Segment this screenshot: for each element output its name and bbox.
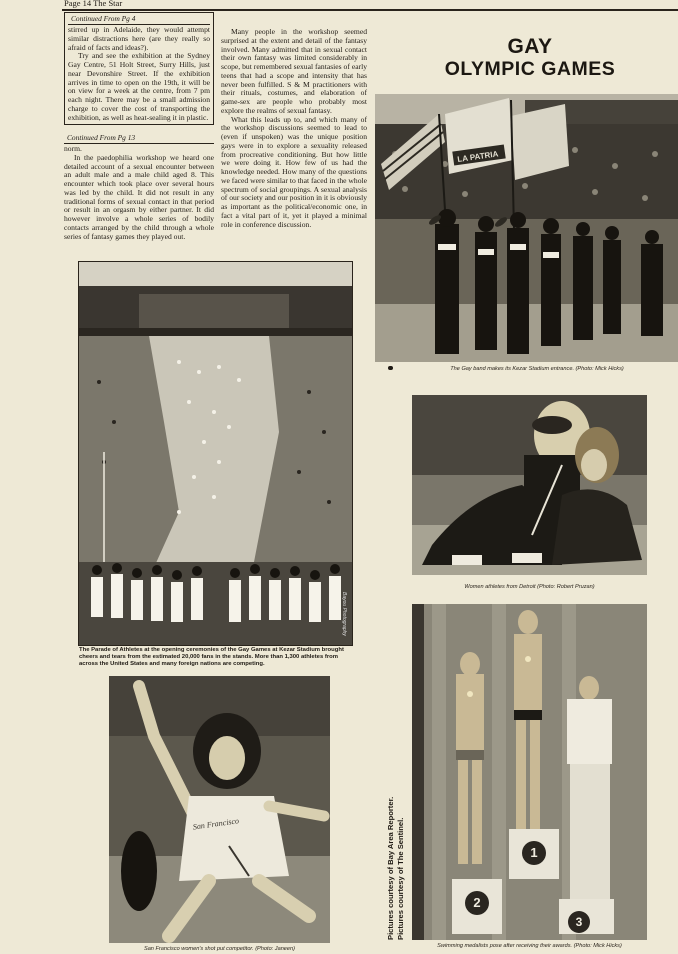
shotput-photo-image [109, 676, 330, 943]
paragraph: Many people in the workshop seemed surprised at the extent and detail of the fantasy involved. Many admitted that in sexual contact their own fantasy was limited considerably in scope, but remembered sexual fantasies of early teens that had a scope and intensity that has never been fulfilled. S & M practitioners with their rituals, costumes, and elaboration of game-sex are people who probably most explore the realms of sexual fantasy. [221, 27, 367, 115]
headline-line-2: OLYMPIC GAMES [444, 58, 616, 80]
shotput-caption: San Francisco women's shot put competitor. (Photo: Janeen) [143, 946, 296, 952]
parade-credit: Bayou Photography [341, 592, 347, 636]
swimmers-caption: Swimming medalists pose after receiving their awards. (Photo: Mick Hicks) [437, 943, 622, 949]
flag-text: LA PATRIA [456, 149, 499, 165]
parade-photo [78, 261, 353, 646]
podium-third: 3 [575, 915, 583, 929]
parade-caption: The Parade of Athletes at the opening ceremonies of the Gay Games at Kezar Stadium brought cheers and tears from the estimated 20,000 fans in the stands. More than 1,300 athletes from across the United States and many foreign nations are competing. [79, 647, 344, 668]
paragraph: What this leads up to, and which many of the workshop discussions seemed to lead to (even if unspoken) was the unique position gays were in to explore a sexuality released from procreative conditioning. But how little we were doing it. How few of us had the knowledge needed. How many of the questions we faced were similar to that faced in the whole spectrum of social groupings. A sexual analysis of our society and our position in it is obviously as important as the political/economic one, in fact a vital part of it, yet it played a minimal role in conference discussion. [221, 114, 367, 229]
detroit-caption: Women athletes from Detroit (Photo: Robert Pruzan) [464, 584, 595, 590]
paragraph: Try and see the exhibition at the Sydney Gay Centre, 51 Holt Street, Surry Hills, just near Devonshire Street. If the exhibition arrives in time to open on the 19th, it will be on view for a week at the centre, from 7 pm each night. There may be a small admission charge to cover the cost of transporting the exhibition, as well as heat-sealing it in plastic. [68, 51, 210, 122]
swimmers-photo [412, 604, 647, 940]
band-photo [375, 94, 678, 362]
credit-sentinel: Pictures courtesy of The Sentinel. [396, 817, 405, 940]
parade-photo-image [79, 262, 352, 645]
column-divider [64, 143, 214, 144]
page-folio: Page 14 The Star [64, 0, 123, 8]
continued-label: Continued From Pg 13 [67, 133, 136, 142]
band-caption: The Gay band makes its Kezar Stadium entrance. (Photo: Mick Hicks) [450, 366, 624, 372]
paragraph: In the paedophilia workshop we heard one detailed account of a sexual encounter between an adult male and a male child aged 8. This encounter which took place over several hours was led by the child. It did not result in any traditional forms of sexual contact in that period or result in an orgasm by either partner. It did however involve a whole series of bodily contacts arranged by the child through a whole series of fantasy games they played out. [64, 152, 214, 241]
band-photo-image [375, 94, 678, 362]
shirt-text: San Francisco [192, 816, 240, 832]
caption-bullet [388, 366, 393, 370]
workshop-column [221, 28, 367, 229]
continued-label: Continued From Pg 4 [71, 14, 136, 23]
headline [415, 36, 645, 80]
podium-first: 1 [530, 845, 538, 860]
shotput-photo [109, 676, 330, 943]
detroit-photo [412, 395, 647, 575]
header-rule [62, 9, 678, 11]
exhibition-box [64, 12, 214, 125]
paedophilia-column [64, 133, 214, 241]
podium-second: 2 [473, 895, 481, 910]
headline-line-1: GAY [507, 35, 553, 58]
swimmers-photo-image [412, 604, 647, 940]
credit-bay-area-reporter: Pictures courtesy of Bay Area Reporter. [386, 796, 395, 940]
detroit-photo-image [412, 395, 647, 575]
paragraph: stirred up in Adelaide, they would attempt similar distractions here (are they really so afraid of facts and ideas?). [68, 25, 210, 52]
paragraph: norm. [64, 144, 82, 153]
